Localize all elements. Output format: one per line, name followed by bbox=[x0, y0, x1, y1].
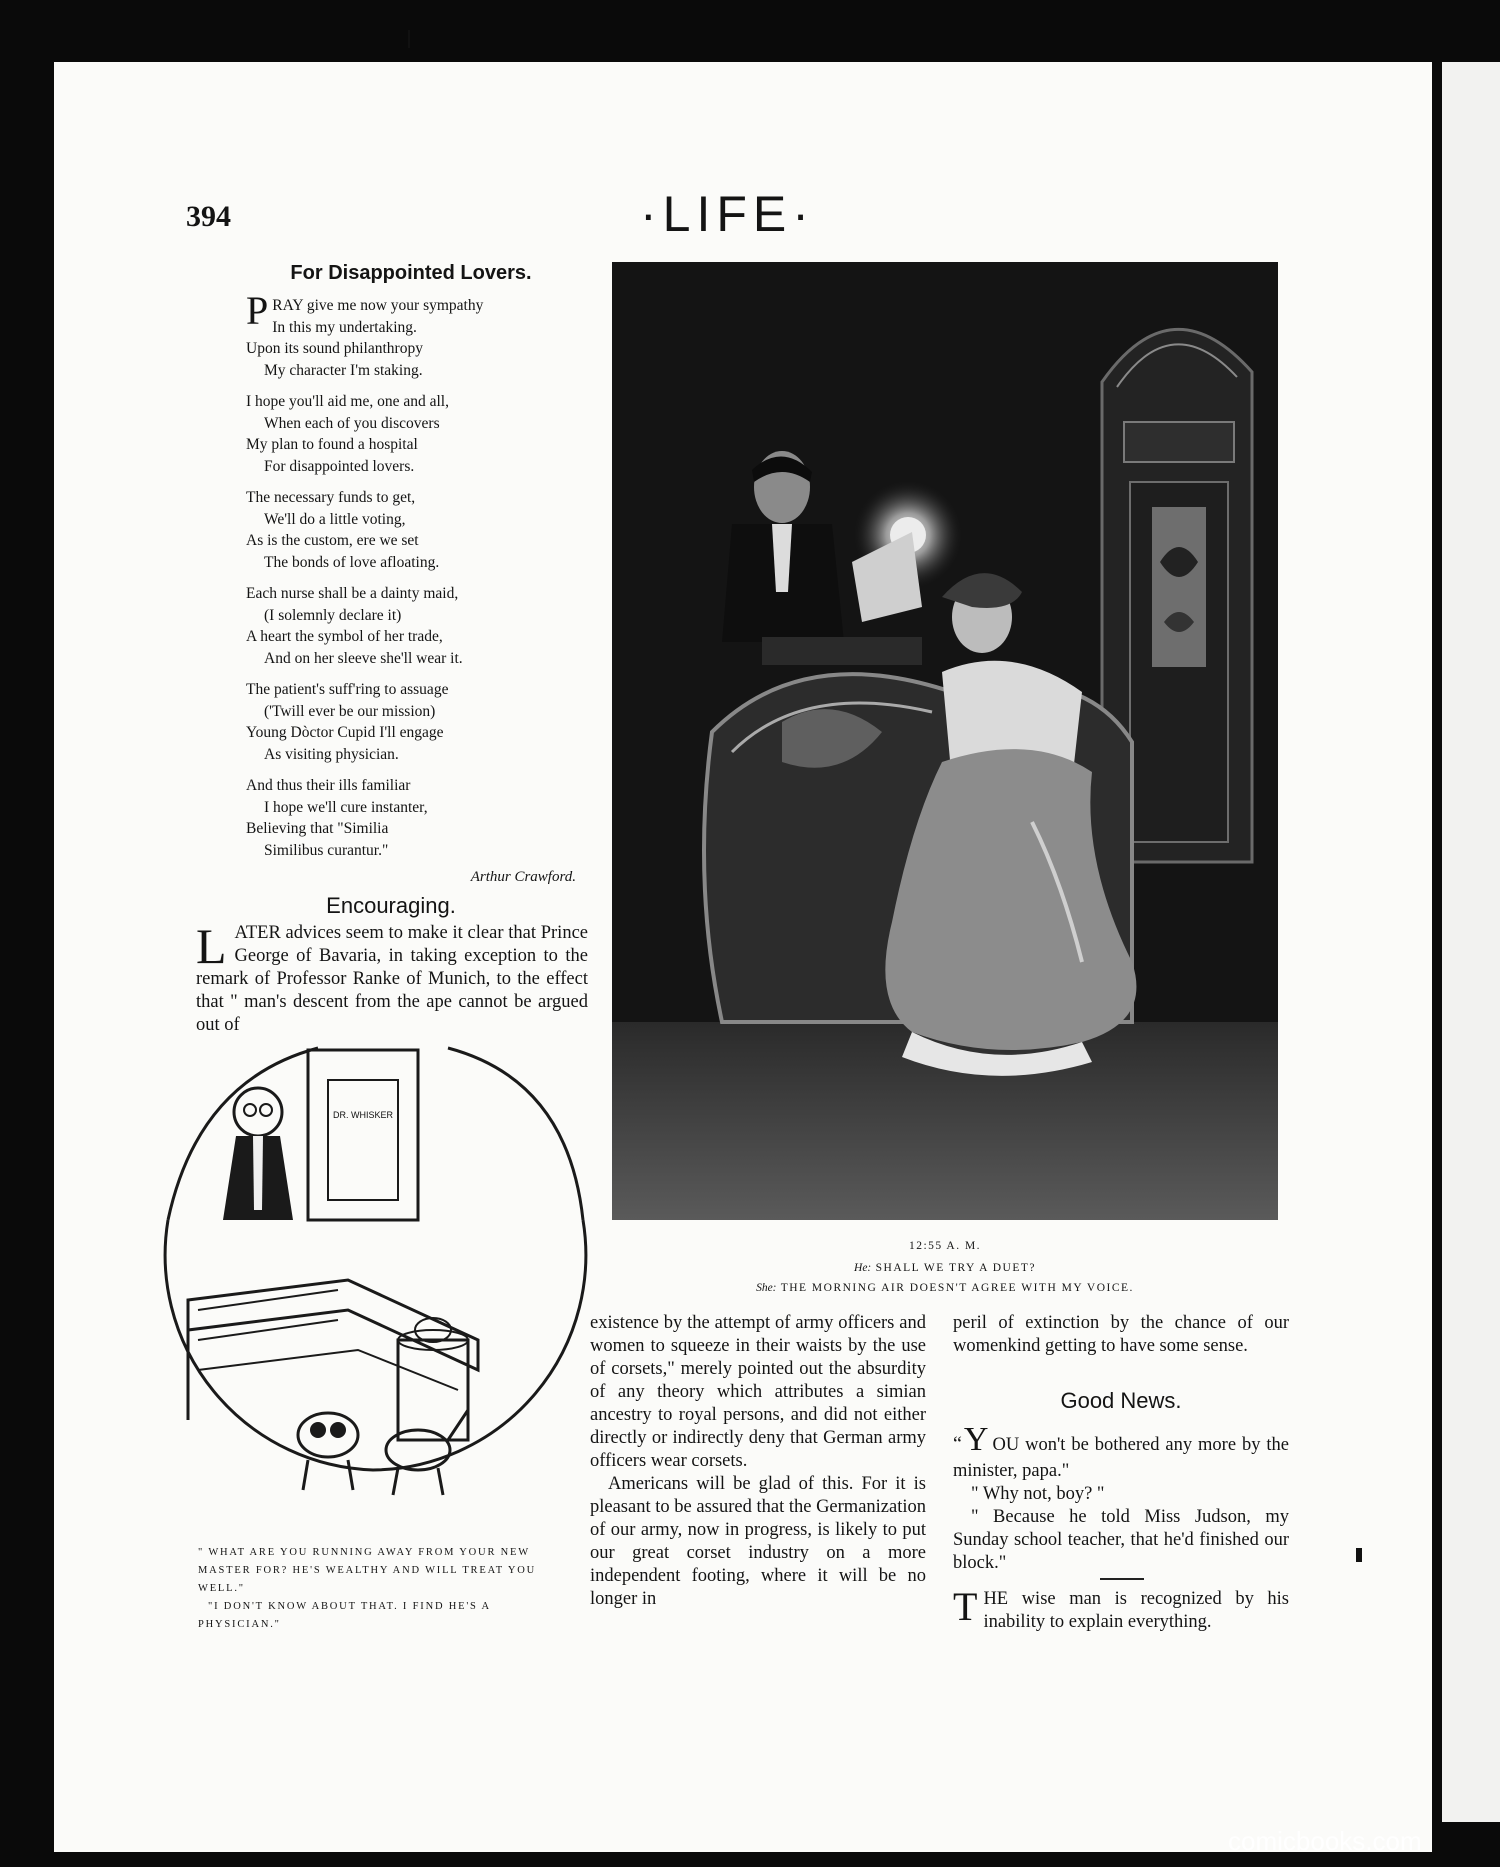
poem-line: Similibus curantur." bbox=[264, 841, 389, 859]
article-text-column-1 bbox=[196, 918, 588, 1037]
poem bbox=[246, 288, 576, 889]
illustration-time: 12:55 A. M. bbox=[908, 1240, 982, 1252]
poem-line: The patient's suff'ring to assuage bbox=[246, 681, 449, 698]
poem-stanza bbox=[246, 391, 576, 477]
poem-line: For disappointed lovers. bbox=[264, 457, 415, 475]
drop-cap: P bbox=[246, 288, 269, 333]
poem-line: We'll do a little voting, bbox=[264, 510, 406, 528]
good-news-text: “Y OU won't be bothered any more by the minister, papa." " Why not, boy? " " Because he told Miss Judson, my Sunday school teacher, that he'd finished our block." bbox=[953, 1421, 1289, 1573]
article-paragraph: HE wise man is recognized by his inability to explain everything. bbox=[983, 1589, 1289, 1632]
poem-line: I hope we'll cure instanter, bbox=[264, 798, 428, 816]
scan-speck bbox=[408, 30, 410, 48]
cartoon-drawing bbox=[158, 1040, 588, 1520]
poem-stanza bbox=[246, 583, 576, 669]
article-paragraph: Americans will be glad of this. For it is pleasant to be assured that the Germanization of our army, now in progress, is likely to put our great corset industry on a more independent footing, where it will be no longer in bbox=[590, 1474, 926, 1609]
speaker-label: She: bbox=[756, 1282, 777, 1294]
poem-line: Upon its sound philanthropy bbox=[246, 340, 423, 357]
poem-line: And thus their ills familiar bbox=[246, 777, 411, 794]
poem-stanza bbox=[246, 775, 576, 861]
section-divider bbox=[1100, 1578, 1144, 1580]
cartoon-caption-line: " WHAT ARE YOU RUNNING AWAY FROM YOUR NEW MASTER FOR? HE'S WEALTHY AND WILL TREAT YOU WELL." bbox=[198, 1547, 537, 1594]
duet-drawing bbox=[612, 262, 1278, 1220]
poem-line: Young Dòctor Cupid I'll engage bbox=[246, 724, 444, 741]
poem-line: The bonds of love afloating. bbox=[264, 553, 440, 571]
poem-line: My character I'm staking. bbox=[264, 361, 423, 379]
illustration-duet bbox=[612, 262, 1278, 1220]
article-paragraph: " Why not, boy? " bbox=[971, 1484, 1105, 1504]
poem-line: My plan to found a hospital bbox=[246, 436, 418, 453]
illustration-caption-he bbox=[612, 1262, 1278, 1274]
poem-line: Each nurse shall be a dainty maid, bbox=[246, 585, 459, 602]
article-text-column-2 bbox=[590, 1312, 926, 1611]
cartoon-illustration bbox=[158, 1040, 588, 1520]
poem-line: And on her sleeve she'll wear it. bbox=[264, 649, 463, 667]
poem-line: When each of you discovers bbox=[264, 414, 440, 432]
drop-cap: L bbox=[196, 918, 227, 974]
cartoon-caption-line: "I DON'T KNOW ABOUT THAT. I FIND HE'S A PHYSICIAN." bbox=[198, 1601, 491, 1630]
poem-stanza bbox=[246, 487, 576, 573]
article-title: Encouraging. bbox=[326, 893, 456, 918]
article-paragraph: OU won't be bothered any more by the minister, papa." bbox=[953, 1435, 1289, 1481]
article-paragraph: ATER advices seem to make it clear that Prince George of Bavaria, in taking exception to the remark of Professor Ranke of Munich, to the effect that " man's descent from the ape cannot be argued out of bbox=[196, 923, 588, 1035]
poem-title: For Disappointed Lovers. bbox=[290, 262, 532, 284]
poem-line: In this my undertaking. bbox=[272, 318, 417, 336]
drop-cap: Y bbox=[963, 1421, 989, 1458]
article-paragraph: peril of extinction by the chance of our womenkind getting to have some sense. bbox=[953, 1313, 1289, 1356]
wise-man-text bbox=[953, 1584, 1289, 1634]
speaker-line: THE MORNING AIR DOESN'T AGREE WITH MY VOICE. bbox=[780, 1282, 1134, 1294]
article-text-column-3 bbox=[953, 1312, 1289, 1358]
poem-line: The necessary funds to get, bbox=[246, 489, 416, 506]
poem-line: ('Twill ever be our mission) bbox=[264, 702, 436, 720]
drop-cap: T bbox=[953, 1584, 978, 1629]
masthead: ·LIFE· bbox=[640, 186, 815, 242]
scan-speck bbox=[1356, 1548, 1362, 1562]
poem-line: RAY give me now your sympathy bbox=[272, 297, 484, 314]
poem-line: As visiting physician. bbox=[264, 745, 399, 763]
watermark: comicbooks.com bbox=[1228, 1826, 1422, 1856]
illustration-caption-she bbox=[612, 1282, 1278, 1294]
poem-author: Arthur Crawford. bbox=[470, 869, 576, 885]
cartoon-sign-text: DR. WHISKER bbox=[332, 1110, 394, 1120]
article-title: Good News. bbox=[1060, 1388, 1182, 1413]
cartoon-caption bbox=[198, 1544, 568, 1634]
next-page-edge bbox=[1442, 62, 1500, 1822]
article-paragraph: existence by the attempt of army officers and women to squeeze in their waists by the use of corsets," merely pointed out the absurdity of any theory which attributes a simian ancestry to royal persons, and did not either directly or indirectly deny that German army officers wear corsets. bbox=[590, 1313, 926, 1471]
poem-stanza bbox=[246, 679, 576, 765]
poem-line: As is the custom, ere we set bbox=[246, 532, 419, 549]
page-number: 394 bbox=[186, 200, 231, 233]
poem-stanza bbox=[246, 288, 576, 381]
poem-line: Believing that "Similia bbox=[246, 820, 389, 837]
poem-line: I hope you'll aid me, one and all, bbox=[246, 393, 449, 410]
poem-line: (I solemnly declare it) bbox=[264, 606, 402, 624]
article-paragraph: " Because he told Miss Judson, my Sunday school teacher, that he'd finished our block." bbox=[953, 1507, 1289, 1573]
speaker-label: He: bbox=[854, 1262, 872, 1274]
poem-line: A heart the symbol of her trade, bbox=[246, 628, 443, 645]
speaker-line: SHALL WE TRY A DUET? bbox=[875, 1262, 1036, 1274]
